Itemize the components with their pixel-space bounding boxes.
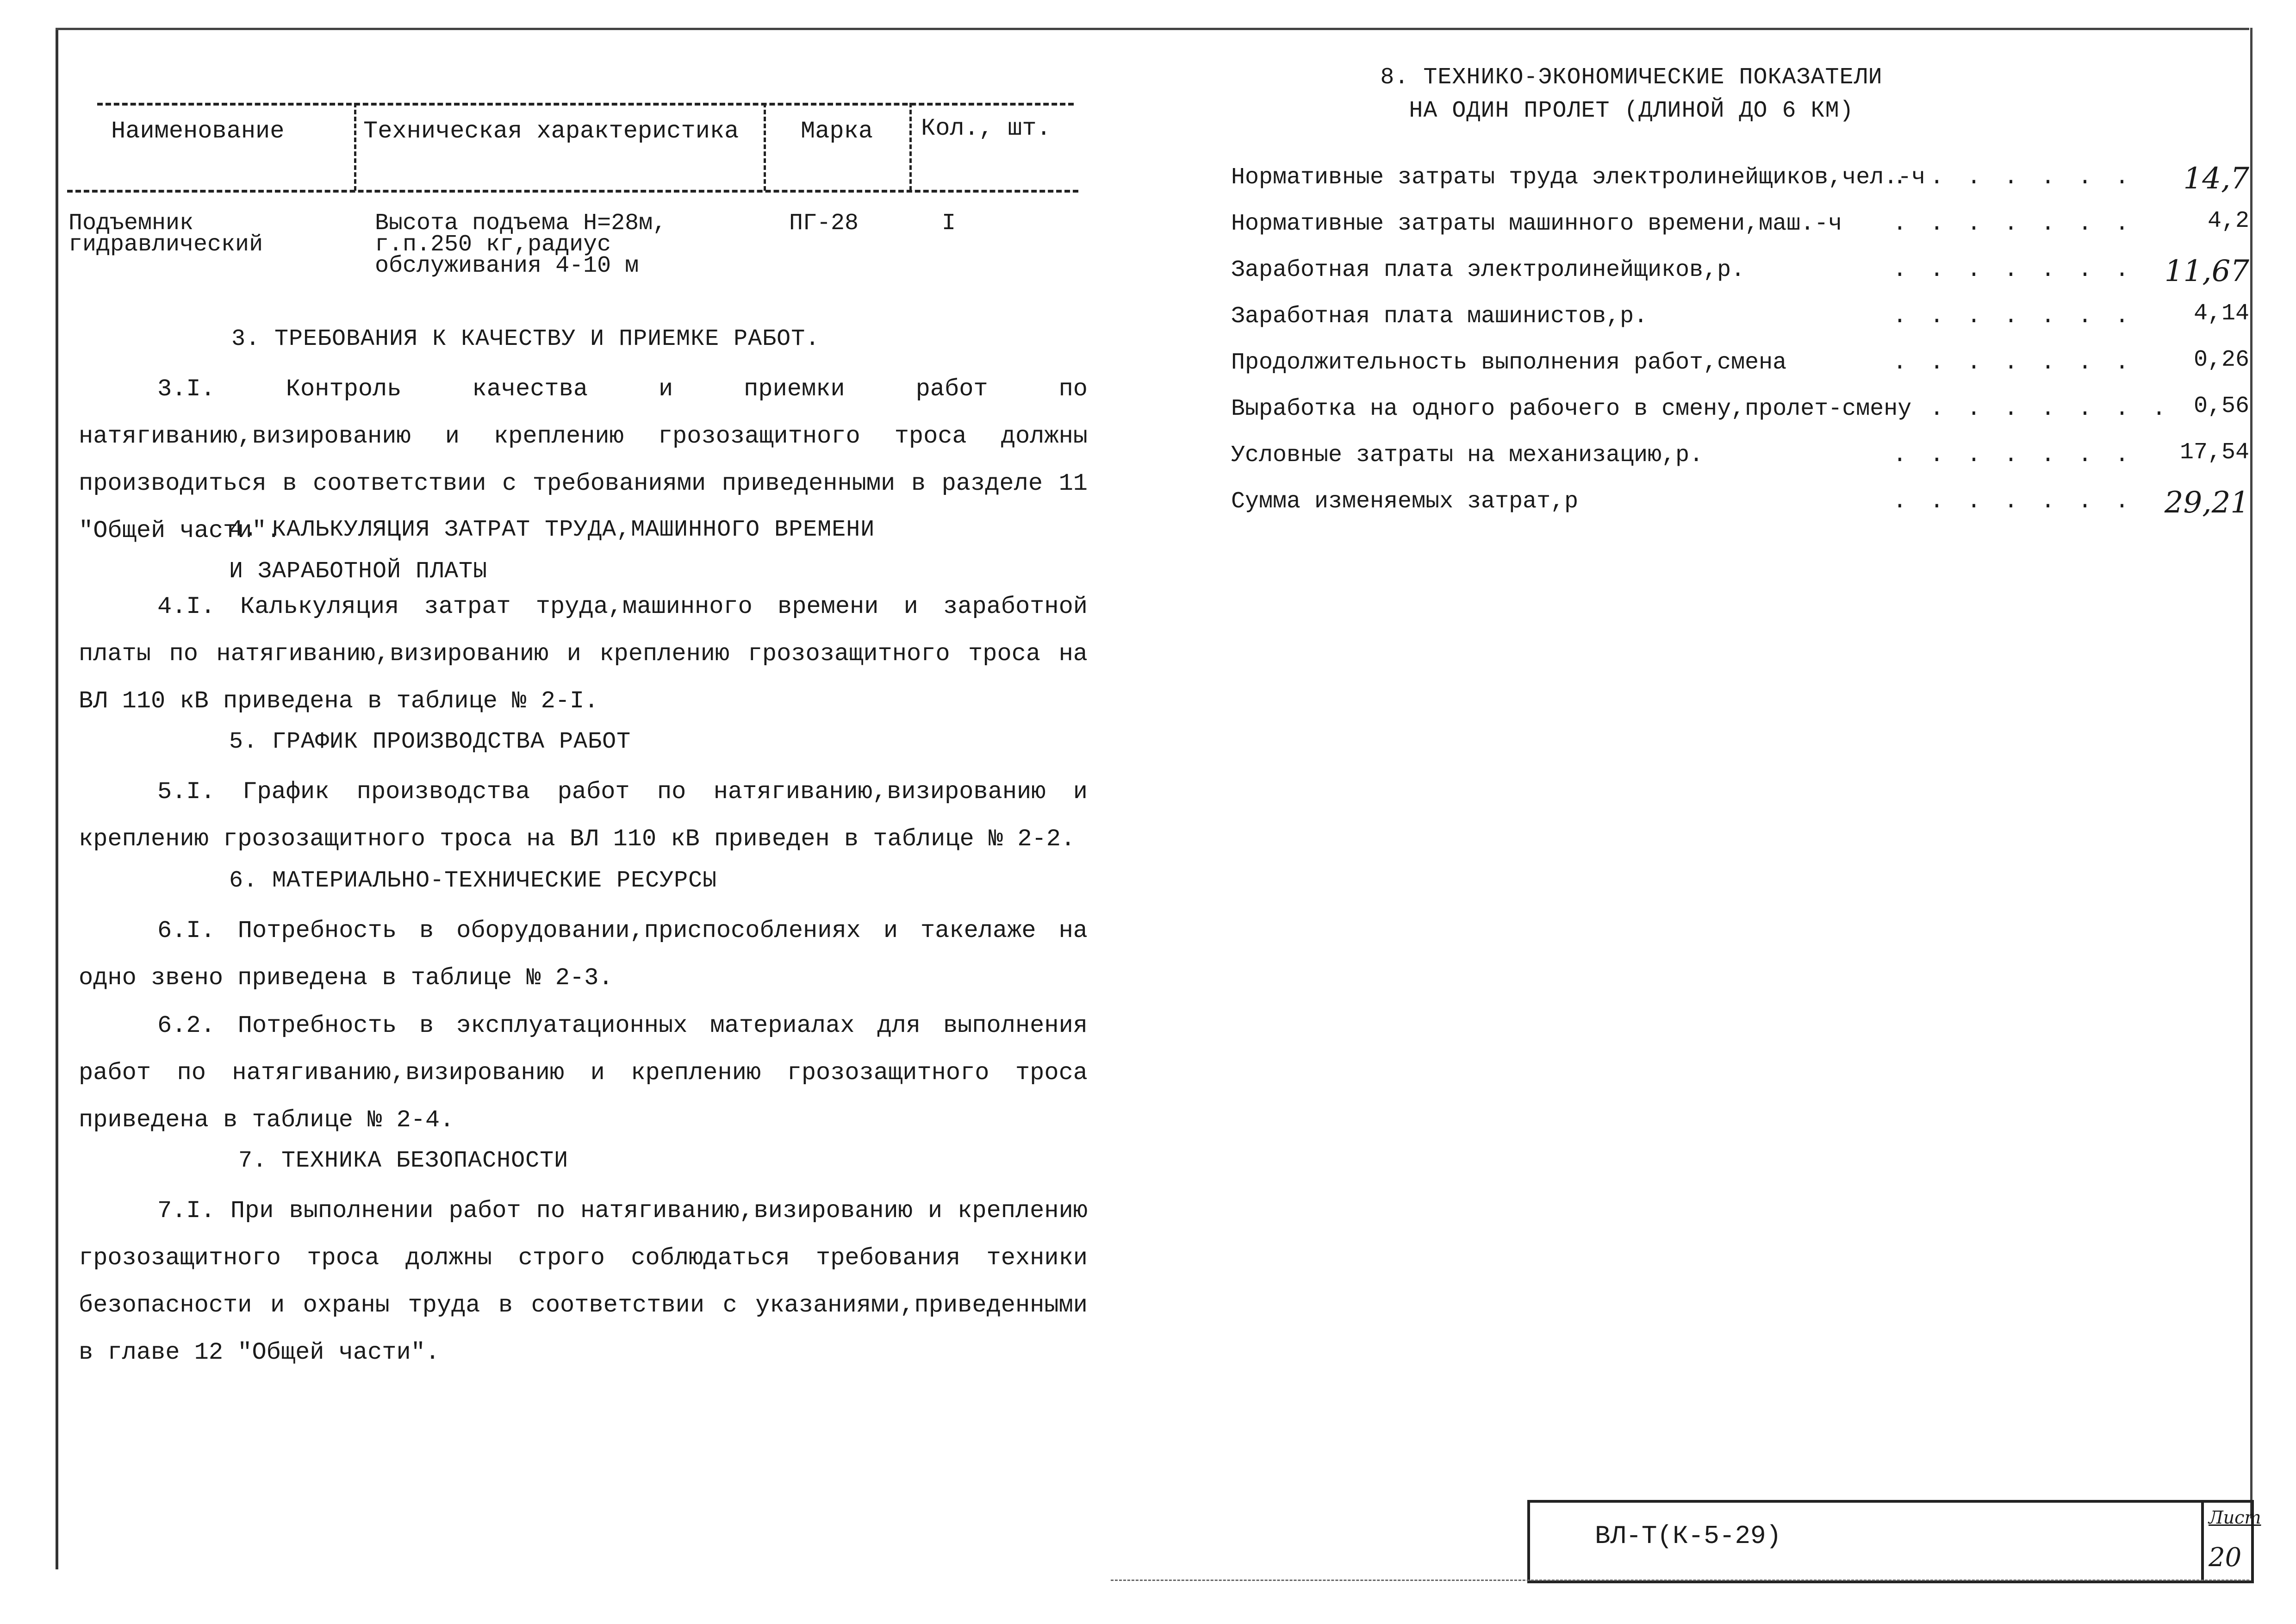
section-3-paragraph: 3.I. Контроль качества и приемки работ по натягиванию,визированию и креплению грозозащитного троса должны производиться в соответствии с требованиями приведенными в разделе 11 "Общей части". <box>79 375 1088 544</box>
section-4-heading: 4. КАЛЬКУЛЯЦИЯ ЗАТРАТ ТРУДА,МАШИННОГО ВРЕМЕНИ И ЗАРАБОТНОЙ ПЛАТЫ <box>229 517 875 585</box>
indicator-row <box>1231 393 2249 437</box>
indicator-leader-dots: . . . . . . . <box>1892 211 2134 237</box>
indicator-leader-dots: . . . . . . . <box>1892 303 2134 330</box>
indicator-label: Сумма изменяемых затрат,р <box>1231 488 1579 515</box>
table-col-divider <box>764 103 766 191</box>
table-header-name: Наименование <box>111 118 285 145</box>
indicator-row <box>1231 439 2249 484</box>
table-header-rule <box>67 190 1078 193</box>
table-col-divider <box>909 103 912 191</box>
section-3-heading: 3. ТРЕБОВАНИЯ К КАЧЕСТВУ И ПРИЕМКЕ РАБОТ. <box>231 326 820 352</box>
frame-right-border <box>2250 28 2252 1518</box>
indicator-value: 4,2 <box>2207 208 2249 234</box>
indicator-leader-dots: . . . . . . . <box>1892 164 2134 191</box>
table-header-mark: Марка <box>801 118 873 145</box>
section-5-heading: 5. ГРАФИК ПРОИЗВОДСТВА РАБОТ <box>229 729 631 755</box>
table-col-divider <box>354 103 356 191</box>
table-header-spec: Техническая характеристика <box>363 118 739 145</box>
indicator-leader-dots: . . . . . . . <box>1892 442 2134 468</box>
indicator-value: 0,56 <box>2193 393 2249 419</box>
bottom-rule <box>1111 1580 2249 1581</box>
indicator-row <box>1231 164 2249 206</box>
sheet-number: 20 <box>2209 1543 2242 1573</box>
indicator-row <box>1231 254 2249 299</box>
section-5-paragraph: 5.I. График производства работ по натягиванию,визированию и креплению грозозащитного троса на ВЛ 110 кВ приведен в таблице № 2-2. <box>79 778 1088 853</box>
indicators-title: 8. ТЕХНИКО-ЭКОНОМИЧЕСКИЕ ПОКАЗАТЕЛИ НА ОДИН ПРОЛЕТ (ДЛИНОЙ ДО 6 КМ) <box>1380 64 1883 124</box>
indicator-leader-dots: . . . . . . . <box>1892 257 2134 283</box>
indicator-label: Условные затраты на механизацию,р. <box>1231 442 1704 468</box>
indicator-row <box>1231 300 2249 345</box>
indicator-value: 11,67 <box>2164 254 2249 288</box>
table-row-name: Подъемник гидравлический <box>68 210 263 258</box>
indicator-value: 4,14 <box>2193 300 2249 327</box>
indicator-value: 0,26 <box>2193 347 2249 373</box>
section-7-paragraph: 7.I. При выполнении работ по натягиванию,визированию и креплению грозозащитного троса должны строго соблюдаться требования техники безопасности и охраны труда в соответствии с указаниями,приведенными в главе 12 "Общей части". <box>79 1197 1088 1366</box>
indicator-label: Заработная плата электролинейщиков,р. <box>1231 257 1745 283</box>
section-6-paragraph-2: 6.2. Потребность в эксплуатационных материалах для выполнения работ по натягиванию,визированию и креплению грозозащитного троса приведена в таблице № 2-4. <box>79 1012 1088 1134</box>
title-block-stamp <box>1527 1500 2261 1583</box>
indicator-label: Продолжительность выполнения работ,смена <box>1231 350 1787 376</box>
section-7-heading: 7. ТЕХНИКА БЕЗОПАСНОСТИ <box>238 1148 569 1174</box>
indicator-label: Заработная плата машинистов,р. <box>1231 303 1648 330</box>
document-code: ВЛ-Т(К-5-29) <box>1595 1521 1782 1551</box>
indicator-row <box>1231 208 2249 252</box>
indicator-row <box>1231 347 2249 391</box>
indicator-value: 17,54 <box>2179 439 2249 466</box>
sheet-label: Лист <box>2209 1507 2261 1528</box>
indicator-label: Выработка на одного рабочего в смену,пролет-смену <box>1231 396 1912 422</box>
table-header-qty: Кол., шт. <box>921 115 1051 142</box>
frame-left-border <box>56 28 58 1569</box>
table-row-spec: Высота подъема Н=28м, г.п.250 кг,радиус обслуживания 4-10 м <box>375 210 667 279</box>
section-4-paragraph: 4.I. Калькуляция затрат труда,машинного времени и заработной платы по натягиванию,визированию и креплению грозозащитного троса на ВЛ 110 кВ приведена в таблице № 2-I. <box>79 593 1088 715</box>
frame-top-border <box>56 28 2249 30</box>
indicator-label: Нормативные затраты труда электролинейщиков,чел.-ч <box>1231 164 1926 191</box>
indicator-value: 29,21 <box>2164 486 2249 520</box>
stamp-divider <box>2201 1503 2204 1580</box>
section-6-paragraph-1: 6.I. Потребность в оборудовании,приспособлениях и такелаже на одно звено приведена в таблице № 2-3. <box>79 917 1088 992</box>
table-row-mark: ПГ-28 <box>789 210 859 237</box>
indicator-value: 14,7 <box>2183 162 2249 196</box>
section-6-heading: 6. МАТЕРИАЛЬНО-ТЕХНИЧЕСКИЕ РЕСУРСЫ <box>229 868 717 894</box>
indicator-leader-dots: . . . . . . . <box>1892 350 2134 376</box>
indicator-label: Нормативные затраты машинного времени,маш.-ч <box>1231 211 1842 237</box>
indicator-row <box>1231 488 2249 530</box>
indicator-leader-dots: . . . . . . . <box>1892 488 2134 515</box>
indicator-leader-dots: . . . . . . . <box>1929 396 2171 422</box>
table-row-qty: I <box>942 210 956 237</box>
table-top-rule <box>97 103 1074 106</box>
